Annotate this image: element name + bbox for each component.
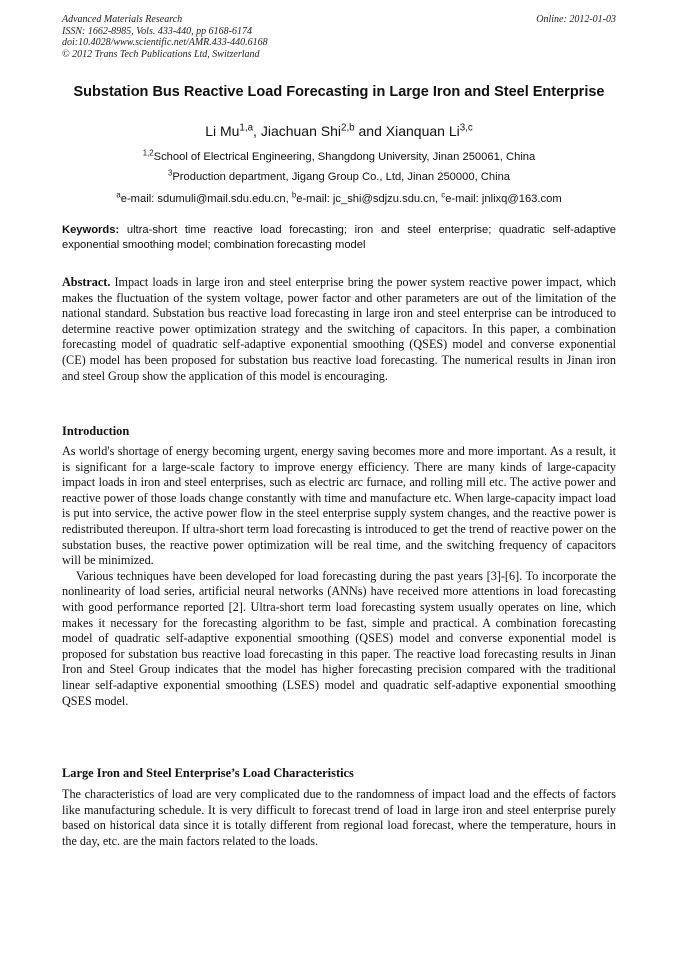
author-name: Li Mu [205, 123, 240, 139]
paragraph: The characteristics of load are very complicated due to the randomness of impact load and the effects of factors like manufacturing schedule. It is very difficult to forecast trend of load in large iron and steel enterprise purely based on historical data since it is totally different from regional load forecast, where the temperature, hours in the day, etc. are the main factors related to the loads. [62, 787, 616, 848]
abstract-label: Abstract. [62, 275, 111, 289]
email-text: e-mail: sdumuli@mail.sdu.edu.cn, [120, 193, 292, 205]
author-sup: 2,b [341, 122, 355, 134]
author-name: Xianquan Li [385, 123, 460, 139]
affiliation-sup: 3 [167, 168, 173, 178]
email-line [62, 192, 616, 206]
email-sup: a [116, 190, 121, 200]
keywords-text: ultra-short time reactive load forecasting; iron and steel enterprise; quadratic self-adaptive exponential smoothing model; combination forecasting model [62, 224, 617, 251]
affiliation-text: Production department, Jigang Group Co., Ltd, Jinan 250000, China [172, 171, 511, 183]
author-line [62, 122, 616, 140]
journal-header [62, 14, 616, 60]
paragraph: As world's shortage of energy becoming urgent, energy saving becomes more and more important. As a result, it is significant for a large-scale factory to improve energy efficiency. There are many kinds of large-capacity impact loads in iron and steel enterprises, such as electric arc furnace, and rolling mill etc. The active power and reactive power of those loads change constantly with time and manufacture etc. When large-capacity impact load is put into service, the active power flow in the steel enterprise supply system changes, and the reactive power is redistributed thereupon. If ultra-short term load forecasting is introduced to get the trend of reactive power on the substation buses, the reactive power optimization will be real time, and the switching frequency of capacitors will be minimized. [62, 444, 616, 568]
paragraph: Various techniques have been developed for load forecasting during the past years [3]-[6]. To incorporate the nonlinearity of load series, artificial neural networks (ANNs) have received more attentions in load forecasting with good performance reported [2]. Ultra-short term load forecasting system usually operates on line, which makes it necessary for the forecasting algorithm to be fast, simple and practical. A combination forecasting model of quadratic self-adaptive exponential smoothing (QSES) model and converse exponential model is proposed for substation bus reactive load forecasting in this paper. The reactive load forecasting results in Jinan Iron and Steel Group indicates that the model has higher forecasting precision compared with the traditional linear self-adaptive exponential smoothing (LSES) model and quadratic self-adaptive exponential smoothing QSES model. [62, 568, 616, 708]
section-body [62, 787, 616, 849]
affiliation [62, 170, 616, 184]
abstract-text: Impact loads in large iron and steel enterprise bring the power system reactive power impact, which makes the fluctuation of the system voltage, power factor and other parameters are out of the limitation of the national standard. Substation bus reactive load forecasting in large iron and steel enterprise can be introduced to determine reactive power optimization strategy and the switching of capacitors. In this paper, a combination forecasting model of quadratic self-adaptive exponential smoothing (QSES) model and converse exponential (CE) model has been proposed for substation bus reactive load forecasting. The numerical results in Jinan iron and steel Group show the application of this model is encouraging. [62, 275, 617, 383]
author-separator: and [354, 123, 386, 139]
section-heading: Large Iron and Steel Enterprise’s Load Characteristics [62, 766, 354, 780]
paper-title: Substation Bus Reactive Load Forecasting in Large Iron and Steel Enterprise [73, 84, 605, 100]
email-sup: b [291, 190, 297, 200]
author-sup: 1,a [239, 122, 254, 134]
keywords-block [62, 223, 616, 253]
journal-name: Advanced Materials Research [62, 14, 183, 25]
online-date: Online: 2012-01-03 [536, 14, 616, 25]
author-sup: 3,c [459, 122, 473, 134]
author-separator: , [253, 123, 261, 139]
abstract-block [62, 275, 616, 384]
author-name: Jiachuan Shi [260, 123, 341, 139]
affiliation-sup: 1,2 [142, 148, 154, 158]
email-text: e-mail: jnlixq@163.com [445, 193, 562, 205]
copyright-line: © 2012 Trans Tech Publications Ltd, Switzerland [62, 48, 260, 60]
email-text: e-mail: jc_shi@sdjzu.sdu.cn, [296, 193, 442, 205]
affiliation-text: School of Electrical Engineering, Shangdong University, Jinan 250061, China [153, 151, 536, 163]
affiliation [62, 150, 616, 164]
section-heading: Introduction [62, 424, 130, 438]
issn-line: ISSN: 1662-8985, Vols. 433-440, pp 6168-6174 [62, 25, 252, 37]
doi-line: doi:10.4028/www.scientific.net/AMR.433-440.6168 [62, 37, 268, 48]
section-body [62, 444, 616, 709]
email-sup: c [441, 190, 446, 200]
keywords-label: Keywords: [62, 224, 120, 236]
